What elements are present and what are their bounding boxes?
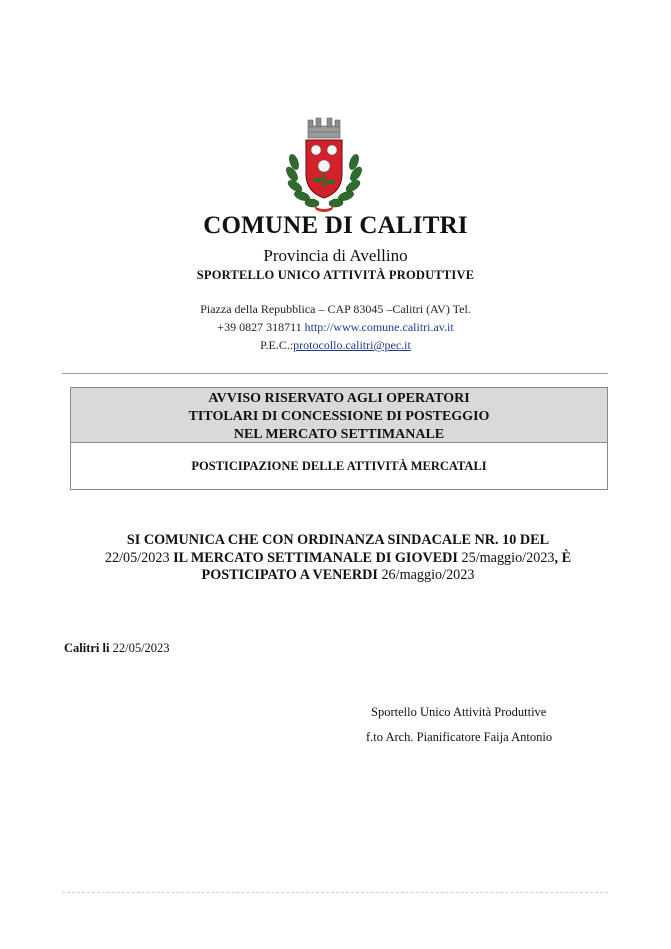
original-market-date: 25/maggio/2023 xyxy=(461,549,555,566)
notice-heading-line: AVVISO RISERVATO AGLI OPERATORI xyxy=(208,391,470,406)
pec-line xyxy=(0,336,671,354)
pec-label: P.E.C.: xyxy=(260,338,294,352)
website-link[interactable]: http://www.comune.calitri.av.it xyxy=(304,320,454,334)
phone-number: +39 0827 318711 xyxy=(217,320,302,334)
place-date xyxy=(64,641,170,656)
notice-heading-line: TITOLARI DI CONCESSIONE DI POSTEGGIO xyxy=(188,409,490,424)
announcement-line xyxy=(62,567,614,585)
province-name: Provincia di Avellino xyxy=(263,246,408,265)
office-name: SPORTELLO UNICO ATTIVITÀ PRODUTTIVE xyxy=(196,268,475,282)
header-divider xyxy=(62,373,608,374)
notice-subject: POSTICIPAZIONE DELLE ATTIVITÀ MERCATALI xyxy=(191,459,487,473)
announcement-line: SI COMUNICA CHE CON ORDINANZA SINDACALE NR. 10 DEL xyxy=(126,532,550,548)
ordinance-date: 22/05/2023 xyxy=(104,549,170,566)
announcement-text xyxy=(62,532,614,585)
signature-name: f.to Arch. Pianificatore Faija Antonio xyxy=(366,730,553,744)
document-date: 22/05/2023 xyxy=(112,641,170,655)
announcement-line xyxy=(62,550,614,568)
notice-heading xyxy=(71,388,607,443)
new-market-date: 26/maggio/2023 xyxy=(381,567,475,583)
footer-divider xyxy=(62,892,608,893)
municipality-title: COMUNE DI CALITRI xyxy=(203,212,468,239)
notice-heading-line: NEL MERCATO SETTIMANALE xyxy=(233,427,445,442)
notice-box xyxy=(70,387,608,490)
announcement-fragment: POSTICIPATO A VENERDI xyxy=(201,567,382,583)
place-label: Calitri li xyxy=(64,641,113,655)
signature-office: Sportello Unico Attività Produttive xyxy=(371,705,547,719)
coat-of-arms-emblem xyxy=(286,116,362,214)
announcement-fragment: IL MERCATO SETTIMANALE DI GIOVEDI xyxy=(169,549,462,566)
phone-web-line xyxy=(0,318,671,336)
address-line: Piazza della Repubblica – CAP 83045 –Calitri (AV) Tel. xyxy=(200,302,471,316)
announcement-fragment: , È xyxy=(554,549,572,566)
contact-block xyxy=(0,300,671,354)
pec-email-link[interactable]: protocollo.calitri@pec.it xyxy=(293,338,411,352)
